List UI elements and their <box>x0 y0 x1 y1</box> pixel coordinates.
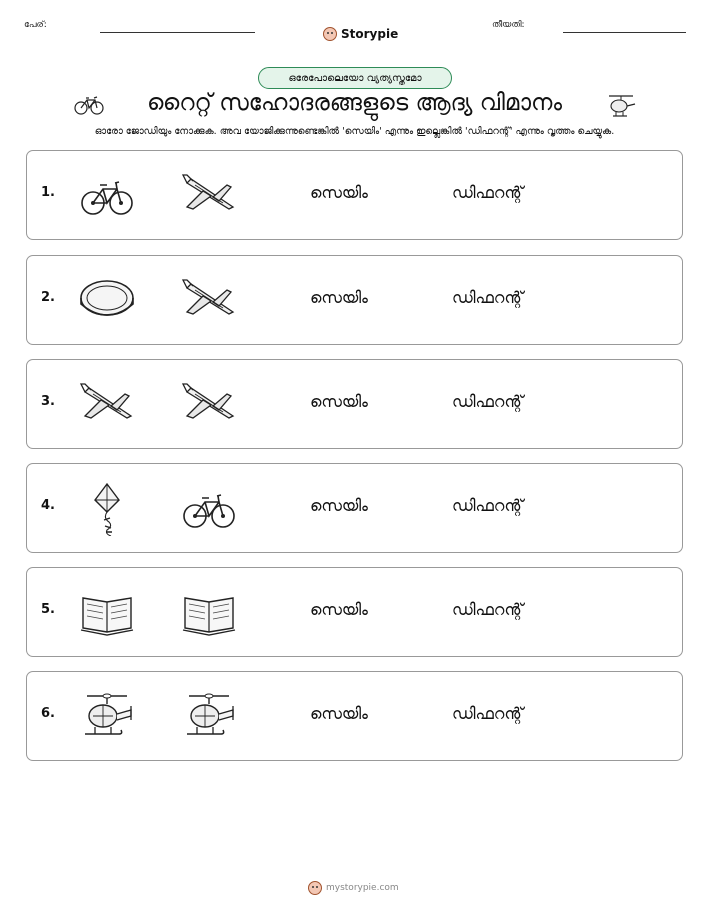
question-number: 6. <box>41 706 55 721</box>
question-number: 5. <box>41 602 55 617</box>
airplane-icon <box>79 378 135 432</box>
footer <box>308 881 399 895</box>
helicopter-icon <box>79 690 135 744</box>
airplane-icon <box>181 274 237 328</box>
storypie-logo-icon <box>308 881 322 895</box>
helicopter-icon <box>181 690 237 744</box>
same-option[interactable]: സെയിം <box>310 600 368 619</box>
question-number: 3. <box>41 394 55 409</box>
bicycle-icon <box>181 482 237 536</box>
question-row-3 <box>26 359 683 449</box>
question-row-5 <box>26 567 683 657</box>
brand-name: Storypie <box>341 27 399 41</box>
worksheet-header <box>0 14 709 41</box>
different-option[interactable]: ഡിഫറന്റ് <box>452 704 524 723</box>
question-number: 1. <box>41 185 55 200</box>
book-icon <box>181 586 237 640</box>
different-option[interactable]: ഡിഫറന്റ് <box>452 392 524 411</box>
question-row-2 <box>26 255 683 345</box>
question-row-6 <box>26 671 683 761</box>
worksheet-type-badge: ഒരേപോലെയോ വ്യത്യസ്തമോ <box>258 67 452 89</box>
book-icon <box>79 586 135 640</box>
bicycle-icon <box>79 169 135 223</box>
kite-icon <box>79 482 135 536</box>
brand-logo <box>323 27 398 41</box>
airplane-icon <box>181 169 237 223</box>
page-title: റൈറ്റ് സഹോദരങ്ങളുടെ ആദ്യ വിമാനം <box>146 90 562 116</box>
date-label: തീയതി: <box>492 20 525 30</box>
different-option[interactable]: ഡിഫറന്റ് <box>452 496 524 515</box>
same-option[interactable]: സെയിം <box>310 288 368 307</box>
question-number: 2. <box>41 290 55 305</box>
helicopter-icon <box>605 92 637 120</box>
different-option[interactable]: ഡിഫറന്റ് <box>452 183 524 202</box>
same-option[interactable]: സെയിം <box>310 392 368 411</box>
coin-icon <box>79 274 135 328</box>
storypie-logo-icon <box>323 27 337 41</box>
question-row-1 <box>26 150 683 240</box>
date-line <box>563 32 686 33</box>
instructions: ഓരോ ജോഡിയും നോക്കുക. അവ യോജിക്കുന്നുണ്ടെങ്കിൽ 'സെയിം' എന്നും ഇല്ലെങ്കിൽ 'ഡിഫറന്റ്' എന്നും വൃത്തം ചെയ്യുക. <box>94 126 615 137</box>
name-label: പേര്: <box>24 20 47 30</box>
footer-url[interactable]: mystorypie.com <box>326 883 399 893</box>
different-option[interactable]: ഡിഫറന്റ് <box>452 288 524 307</box>
question-number: 4. <box>41 498 55 513</box>
different-option[interactable]: ഡിഫറന്റ് <box>452 600 524 619</box>
airplane-icon <box>181 378 237 432</box>
name-line <box>100 32 255 33</box>
same-option[interactable]: സെയിം <box>310 183 368 202</box>
same-option[interactable]: സെയിം <box>310 704 368 723</box>
question-row-4 <box>26 463 683 553</box>
same-option[interactable]: സെയിം <box>310 496 368 515</box>
